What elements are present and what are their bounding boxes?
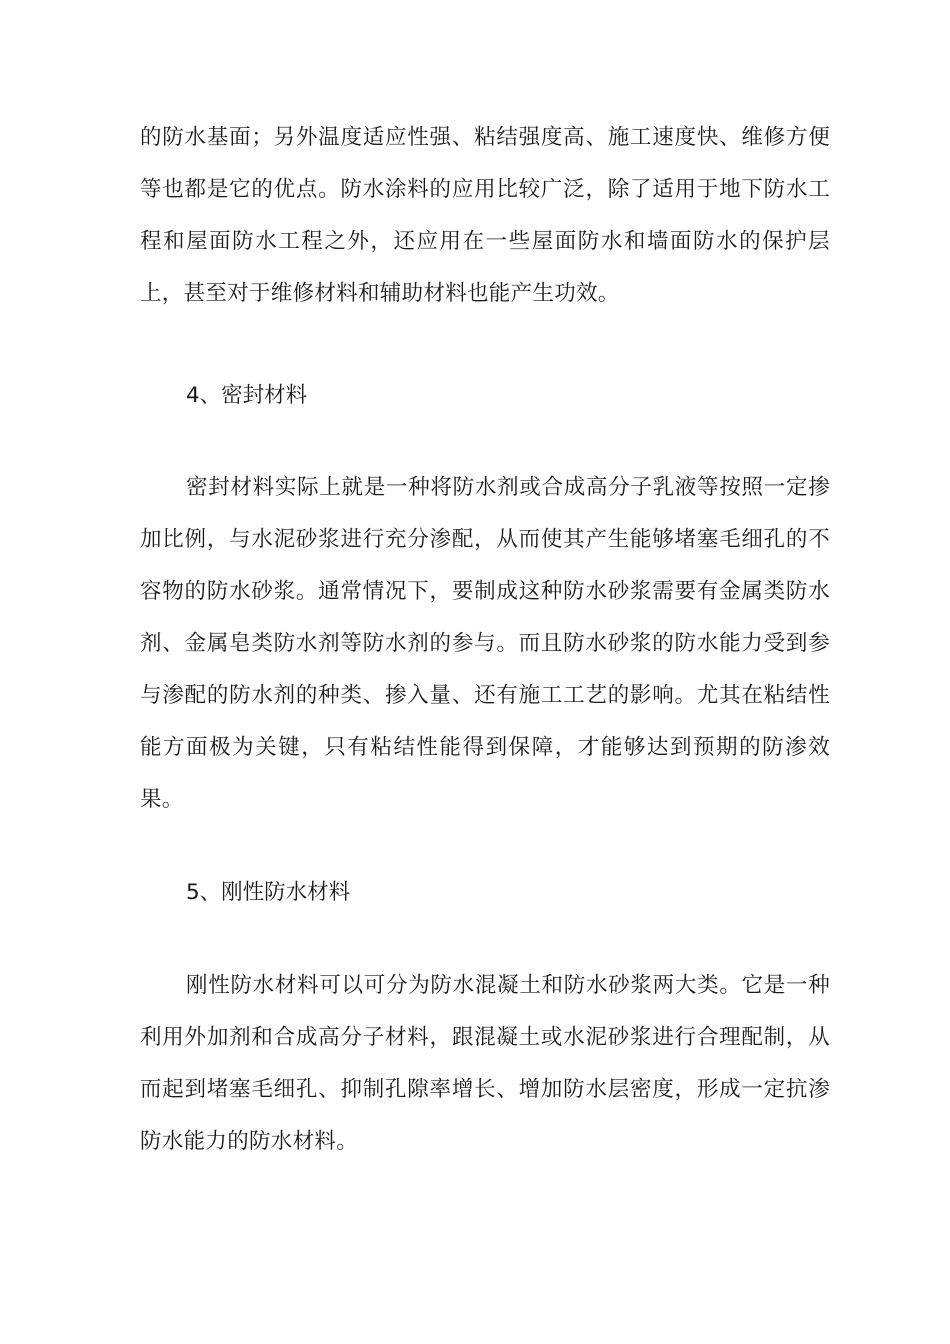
- paragraph-rigid-waterproof-materials: 刚性防水材料可以可分为防水混凝土和防水砂浆两大类。它是一种利用外加剂和合成高分子材料，跟混凝土或水泥砂浆进行合理配制，从而起到堵塞毛细孔、抑制孔隙率增长、增加防水层密度，形成一定抗渗防水能力的防水材料。: [140, 973, 830, 1154]
- paragraph-sealing-materials: 密封材料实际上就是一种将防水剂或合成高分子乳液等按照一定掺加比例，与水泥砂浆进行充分渗配，从而使其产生能够堵塞毛细孔的不容物的防水砂浆。通常情况下，要制成这种防水砂浆需要有金属类防水剂、金属皂类防水剂等防水剂的参与。而且防水砂浆的防水能力受到参与渗配的防水剂的种类、掺入量、还有施工工艺的影响。尤其在粘结性能方面极为关键，只有粘结性能得到保障，才能够达到预期的防渗效果。: [140, 475, 830, 812]
- paragraph-coating-advantages: 的防水基面；另外温度适应性强、粘结强度高、施工速度快、维修方便等也都是它的优点。防水涂料的应用比较广泛，除了适用于地下防水工程和屋面防水工程之外，还应用在一些屋面防水和墙面防水的保护层上，甚至对于维修材料和辅助材料也能产生功效。: [140, 125, 830, 306]
- section-heading-sealing-materials: 4、密封材料: [186, 383, 308, 408]
- section-heading-rigid-waterproof-materials: 5、刚性防水材料: [186, 880, 351, 905]
